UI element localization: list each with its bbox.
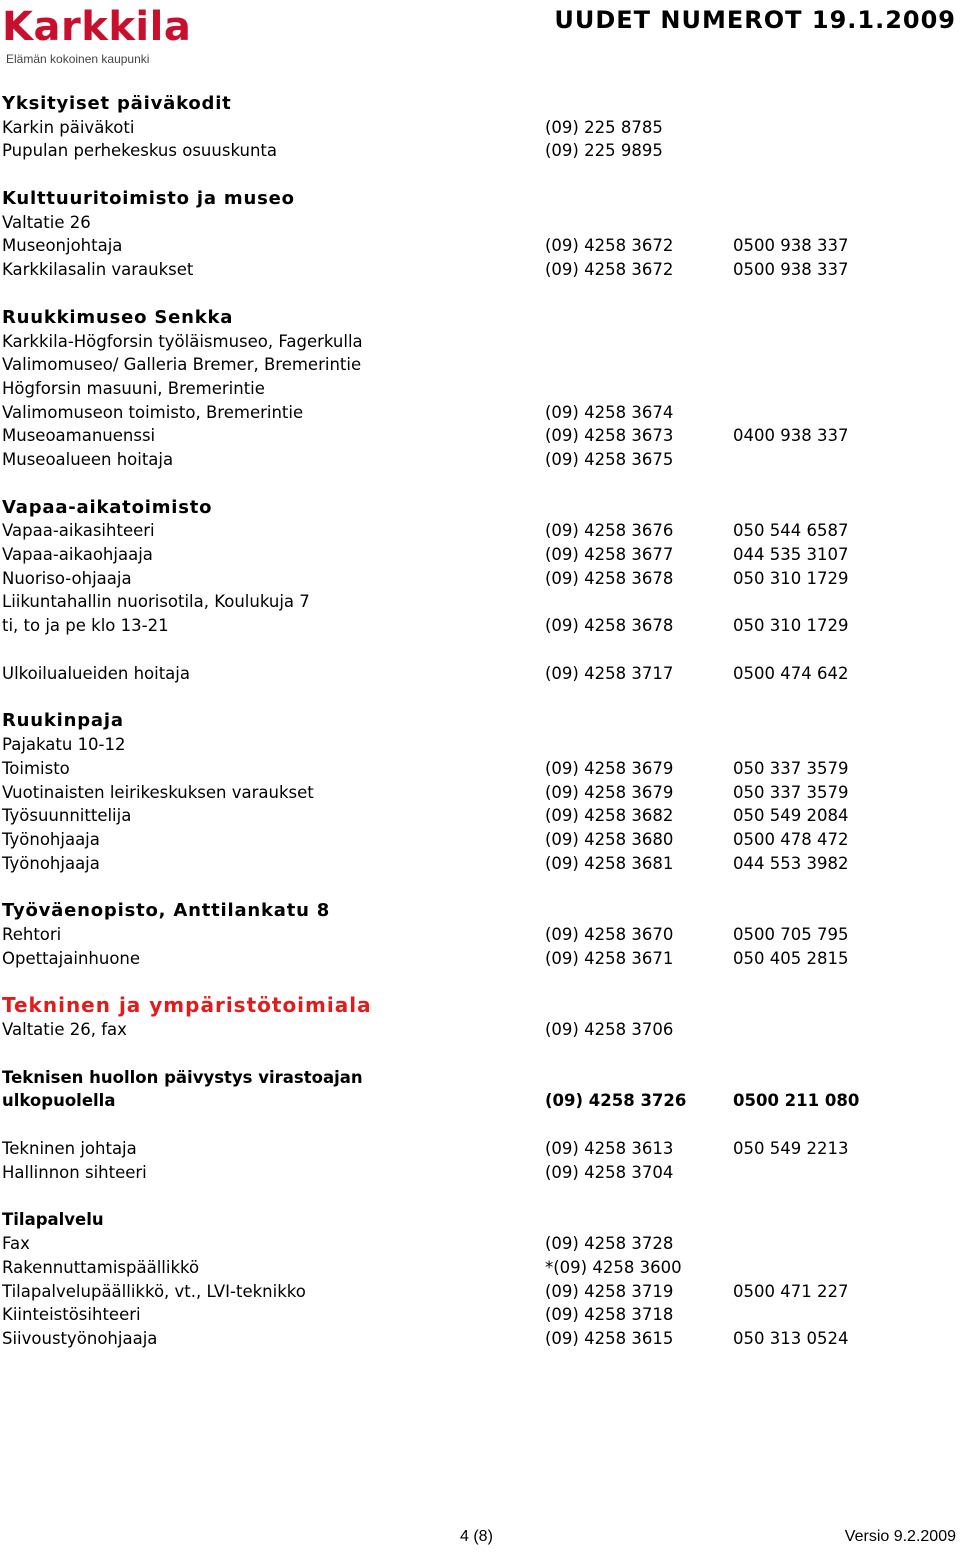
entry-label: Toimisto [2,758,70,778]
landline-number: (09) 4258 3704 [545,1162,674,1182]
directory-row [2,1232,952,1256]
directory-row [2,330,952,354]
landline-number: (09) 4258 3680 [545,829,674,849]
section-heading [2,709,952,733]
entry-label: Nuoriso-ohjaaja [2,568,132,588]
entry-label: Liikuntahallin nuorisotila, Koulukuja 7 [2,592,310,612]
entry-label: Museonjohtaja [2,236,123,256]
landline-number: (09) 225 9895 [545,141,663,161]
entry-label: Siivoustyönohjaaja [2,1328,158,1348]
landline-number: (09) 4258 3675 [545,449,674,469]
entry-label: Karkin päiväkoti [2,117,135,137]
entry-label: Työsuunnittelija [2,806,132,826]
landline-number: (09) 4258 3726 [545,1091,687,1111]
directory-row [2,1208,952,1232]
entry-label: Pupulan perhekeskus osuuskunta [2,141,277,161]
entry-label: Tilapalvelu [2,1210,104,1230]
entry-label: Karkkilasalin varaukset [2,260,194,280]
entry-label: Teknisen huollon päivystys virastoajan [2,1067,363,1087]
mobile-number: 050 337 3579 [733,782,849,802]
directory-row [2,852,952,876]
directory-row [2,947,952,971]
directory-row [2,211,952,235]
entry-label: Ruukkimuseo Senkka [2,306,234,328]
section-heading [2,187,952,211]
entry-label: Kulttuuritoimisto ja museo [2,188,295,210]
entry-label: Ruukinpaja [2,710,124,732]
entry-label: Kiinteistösihteeri [2,1305,141,1325]
directory-row [2,1256,952,1280]
mobile-number: 044 535 3107 [733,545,849,564]
directory-row [2,1280,952,1304]
entry-label: Hallinnon sihteeri [2,1162,147,1182]
directory-row [2,1137,952,1161]
landline-number: (09) 4258 3728 [545,1234,674,1254]
directory-row [2,234,952,258]
directory-row [2,377,952,401]
mobile-number: 050 405 2815 [733,948,849,968]
landline-number: (09) 4258 3671 [545,948,674,968]
entry-label: Rehtori [2,924,62,944]
entry-label: Tekninen johtaja [2,1139,137,1159]
entry-label: Valtatie 26, fax [2,1020,127,1039]
mobile-number: 050 313 0524 [733,1328,849,1348]
entry-label: Fax [2,1234,30,1254]
directory-row [2,401,952,425]
entry-label: Museoamanuenssi [2,426,156,446]
section-heading [2,306,952,330]
section-heading [2,92,952,116]
landline-number: *(09) 4258 3600 [545,1257,682,1277]
directory-row [2,923,952,947]
directory-row [2,757,952,781]
entry-label: Valtatie 26 [2,212,91,232]
logo-tagline: Elämän kokoinen kaupunki [6,52,150,66]
directory-row [2,662,952,686]
mobile-number: 050 544 6587 [733,521,849,541]
entry-label: Vuotinaisten leirikeskuksen varaukset [2,782,314,802]
entry-label: Työnohjaaja [2,829,100,849]
page-number: 4 (8) [460,1528,493,1545]
directory-row [2,828,952,852]
entry-label: Pajakatu 10-12 [2,735,126,755]
directory-row [2,519,952,543]
mobile-number: 0500 474 642 [733,663,849,683]
mobile-number: 0500 478 472 [733,829,849,849]
directory-row [2,1089,952,1113]
entry-label: Ulkoilualueiden hoitaja [2,663,190,683]
directory-row [2,139,952,163]
landline-number: (09) 4258 3615 [545,1328,674,1348]
mobile-number: 0500 705 795 [733,924,849,944]
section-heading [2,899,952,923]
version-label: Versio 9.2.2009 [844,1528,956,1545]
spacer [2,638,952,662]
spacer [2,282,952,306]
landline-number: (09) 4258 3678 [545,568,674,588]
mobile-number: 050 549 2213 [733,1139,849,1159]
mobile-number: 050 549 2084 [733,806,849,826]
landline-number: (09) 4258 3706 [545,1020,674,1039]
directory-row [2,781,952,805]
entry-label: Valimomuseon toimisto, Bremerintie [2,402,304,422]
entry-label: ti, to ja pe klo 13-21 [2,616,169,636]
entry-label: Työnohjaaja [2,853,100,873]
mobile-number: 0400 938 337 [733,426,849,446]
directory-row [2,1161,952,1185]
landline-number: (09) 4258 3679 [545,782,674,802]
landline-number: (09) 4258 3681 [545,853,674,873]
directory-row [2,424,952,448]
entry-label: Työväenopisto, Anttilankatu 8 [2,900,331,922]
entry-label: Valimomuseo/ Galleria Bremer, Bremerintie [2,355,362,375]
page-title: UUDET NUMEROT 19.1.2009 [554,6,956,34]
landline-number: (09) 4258 3718 [545,1305,674,1325]
directory-row [2,1303,952,1327]
landline-number: (09) 4258 3717 [545,663,674,683]
landline-number: (09) 4258 3678 [545,616,674,636]
landline-number: (09) 4258 3676 [545,521,674,541]
landline-number: (09) 4258 3672 [545,236,674,256]
mobile-number: 0500 938 337 [733,260,849,280]
logo-wordmark: Karkkila [2,4,192,50]
section-heading [2,994,952,1018]
directory-row [2,448,952,472]
entry-label: Vapaa-aikatoimisto [2,496,213,518]
directory-row [2,733,952,757]
spacer [2,875,952,899]
landline-number: (09) 4258 3677 [545,545,674,564]
entry-label: ulkopuolella [2,1091,116,1111]
spacer [2,1113,952,1137]
directory-row [2,258,952,282]
directory-row [2,543,952,567]
directory-row [2,1066,952,1090]
spacer [2,970,952,994]
directory-row [2,567,952,591]
landline-number: (09) 4258 3682 [545,806,674,826]
mobile-number: 050 310 1729 [733,568,849,588]
directory-row [2,590,952,614]
entry-label: Opettajainhuone [2,948,141,968]
phone-directory [2,92,952,1351]
entry-label: Vapaa-aikaohjaaja [2,545,153,564]
entry-label: Vapaa-aikasihteeri [2,521,155,541]
entry-label: Museoalueen hoitaja [2,449,174,469]
spacer [2,1184,952,1208]
directory-row [2,1018,952,1042]
mobile-number: 0500 471 227 [733,1281,849,1301]
directory-row [2,353,952,377]
entry-label: Rakennuttamispäällikkö [2,1257,200,1277]
directory-row [2,116,952,140]
directory-row [2,1327,952,1351]
entry-label: Tekninen ja ympäristötoimiala [2,993,372,1018]
entry-label: Yksityiset päiväkodit [2,93,232,114]
landline-number: (09) 4258 3679 [545,758,674,778]
mobile-number: 044 553 3982 [733,853,849,873]
spacer [2,1042,952,1066]
landline-number: (09) 225 8785 [545,117,663,137]
mobile-number: 050 337 3579 [733,758,849,778]
entry-label: Karkkila-Högforsin työläismuseo, Fagerkulla [2,331,363,351]
spacer [2,163,952,187]
spacer [2,472,952,496]
mobile-number: 0500 938 337 [733,236,849,256]
directory-row [2,614,952,638]
landline-number: (09) 4258 3673 [545,426,674,446]
section-heading [2,496,952,520]
landline-number: (09) 4258 3613 [545,1139,674,1159]
landline-number: (09) 4258 3672 [545,260,674,280]
landline-number: (09) 4258 3674 [545,402,674,422]
spacer [2,685,952,709]
mobile-number: 0500 211 080 [733,1091,860,1111]
directory-row [2,804,952,828]
mobile-number: 050 310 1729 [733,616,849,636]
landline-number: (09) 4258 3719 [545,1281,674,1301]
karkkila-logo [2,2,192,68]
entry-label: Tilapalvelupäällikkö, vt., LVI-teknikko [2,1281,306,1301]
entry-label: Högforsin masuuni, Bremerintie [2,378,265,398]
landline-number: (09) 4258 3670 [545,924,674,944]
